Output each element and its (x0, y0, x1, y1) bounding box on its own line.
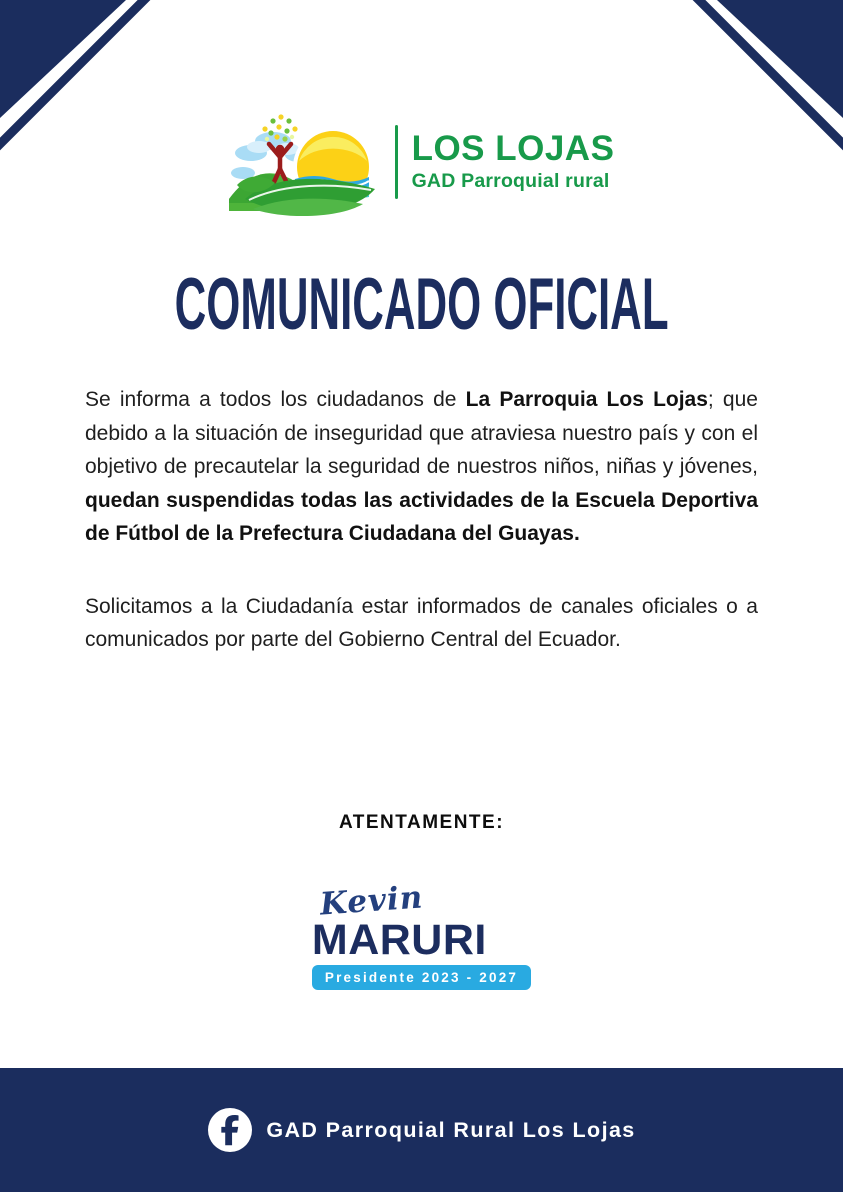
p1-text-1: Se informa a todos los ciudadanos de (85, 388, 466, 411)
logo (0, 103, 843, 221)
paragraph-2: Solicitamos a la Ciudadanía estar informados de canales oficiales o a comunicados por parte del Gobierno Central del Ecuador. (85, 594, 758, 651)
closing-label: ATENTAMENTE: (338, 812, 505, 833)
facebook-icon (207, 1107, 253, 1153)
facebook-page-name: GAD Parroquial Rural Los Lojas (266, 1117, 636, 1142)
paragraph-1 (85, 383, 758, 551)
footer-bar (0, 1068, 843, 1192)
p1-bold-1: La Parroquia Los Lojas (465, 388, 708, 411)
signature-last-name: MARURI (311, 916, 487, 964)
los-lojas-emblem-icon (229, 103, 381, 221)
logo-divider (395, 125, 398, 199)
logo-subtitle: GAD Parroquial rural (411, 170, 610, 193)
p1-text-2: ; que debido a la situación de inseguridad que atraviesa nuestro país y con el objetivo de precautelar la seguridad de nuestros niños, niñas y jóvenes, (85, 388, 758, 478)
signature-first-name: Kevin (318, 879, 425, 923)
president-term-badge: Presidente 2023 - 2027 (312, 965, 531, 990)
p1-bold-2: quedan suspendidas todas las actividades de la Escuela Deportiva de Fútbol de la Prefectura Ciudadana del Guayas. (85, 488, 758, 545)
announcement-body (85, 383, 758, 696)
page-title: COMUNICADO OFICIAL (174, 263, 669, 345)
logo-title: LOS LOJAS (411, 128, 615, 168)
signature-block (0, 879, 843, 990)
